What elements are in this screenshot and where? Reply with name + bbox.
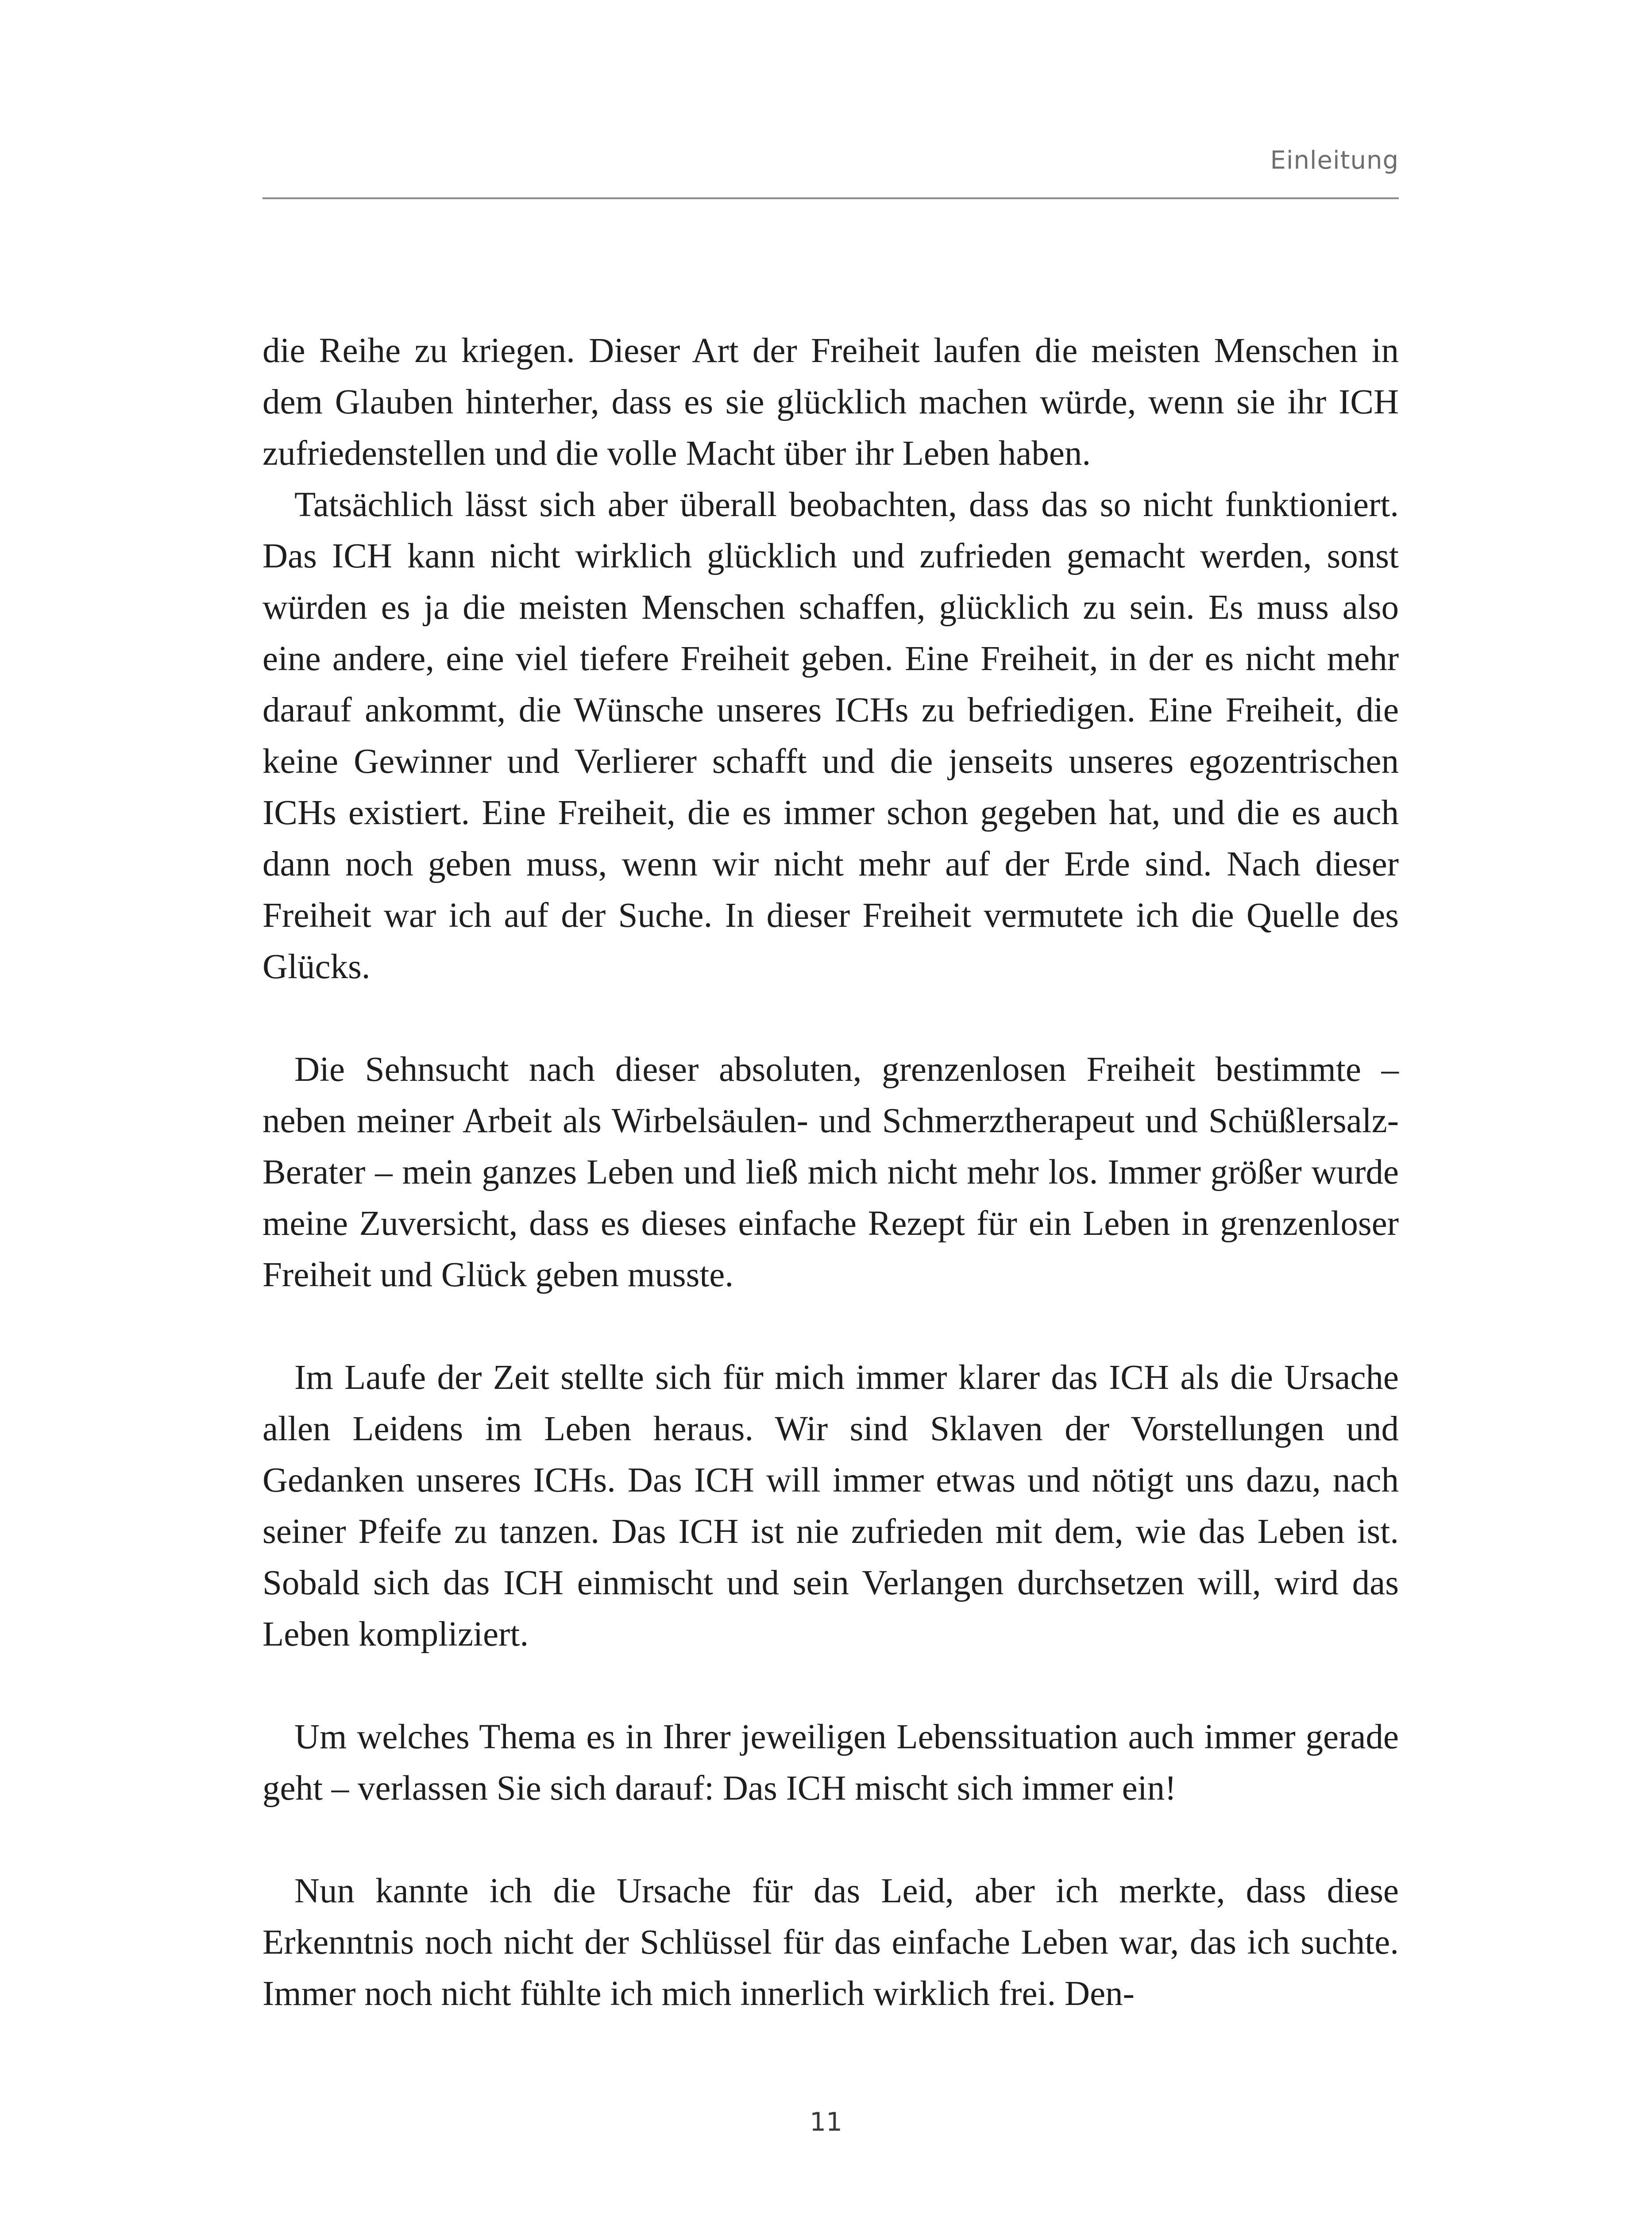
paragraph: Die Sehnsucht nach dieser absoluten, grenzenlosen Freiheit bestimmte – neben meiner Arbeit als Wirbelsäulen- und Schmerztherapeut und Schüßlersalz-Berater – mein ganzes Leben und ließ mich nicht mehr los. Immer größer wurde meine Zuversicht, dass es dieses einfache Rezept für ein Leben in grenzenloser Freiheit und Glück geben musste. (262, 1050, 1399, 1294)
paragraph: die Reihe zu kriegen. Dieser Art der Freiheit laufen die meisten Menschen in dem Glauben hinterher, dass es sie glücklich machen würde, wenn sie ihr ICH zufriedenstellen und die volle Macht über ihr Leben haben. (262, 332, 1399, 473)
body-text (262, 325, 1399, 2020)
paragraph: Tatsächlich lässt sich aber überall beobachten, dass das so nicht funktioniert. Das ICH kann nicht wirklich glücklich und zufrieden gemacht werden, sonst würden es ja die meisten Menschen schaffen, glücklich zu sein. Es muss also eine andere, eine viel tiefere Freiheit geben. Eine Freiheit, in der es nicht mehr darauf ankommt, die Wünsche unseres ICHs zu befriedigen. Eine Freiheit, die keine Gewinner und Verlierer schafft und die jenseits unseres egozentrischen ICHs existiert. Eine Freiheit, die es immer schon gegeben hat, und die es auch dann noch geben muss, wenn wir nicht mehr auf der Erde sind. Nach dieser Freiheit war ich auf der Suche. In dieser Freiheit vermutete ich die Quelle des Glücks. (262, 486, 1399, 986)
paragraph: Im Laufe der Zeit stellte sich für mich immer klarer das ICH als die Ursache allen Leidens im Leben heraus. Wir sind Sklaven der Vorstellungen und Gedanken unseres ICHs. Das ICH will immer etwas und nötigt uns dazu, nach seiner Pfeife zu tanzen. Das ICH ist nie zufrieden mit dem, wie das Leben ist. Sobald sich das ICH einmischt und sein Verlangen durchsetzen will, wird das Leben kompliziert. (262, 1358, 1399, 1654)
paragraph: Nun kannte ich die Ursache für das Leid, aber ich merkte, dass diese Erkenntnis noch nicht der Schlüssel für das einfache Leben war, das ich suchte. Immer noch nicht fühlte ich mich innerlich wirklich frei. Den- (262, 1872, 1399, 2013)
running-header: Einleitung (1270, 146, 1399, 175)
header-rule (262, 197, 1399, 199)
page-number: 11 (810, 2107, 842, 2137)
paragraph: Um welches Thema es in Ihrer jeweiligen Lebenssituation auch immer gerade geht – verlassen Sie sich darauf: Das ICH mischt sich immer ein! (262, 1718, 1399, 1808)
